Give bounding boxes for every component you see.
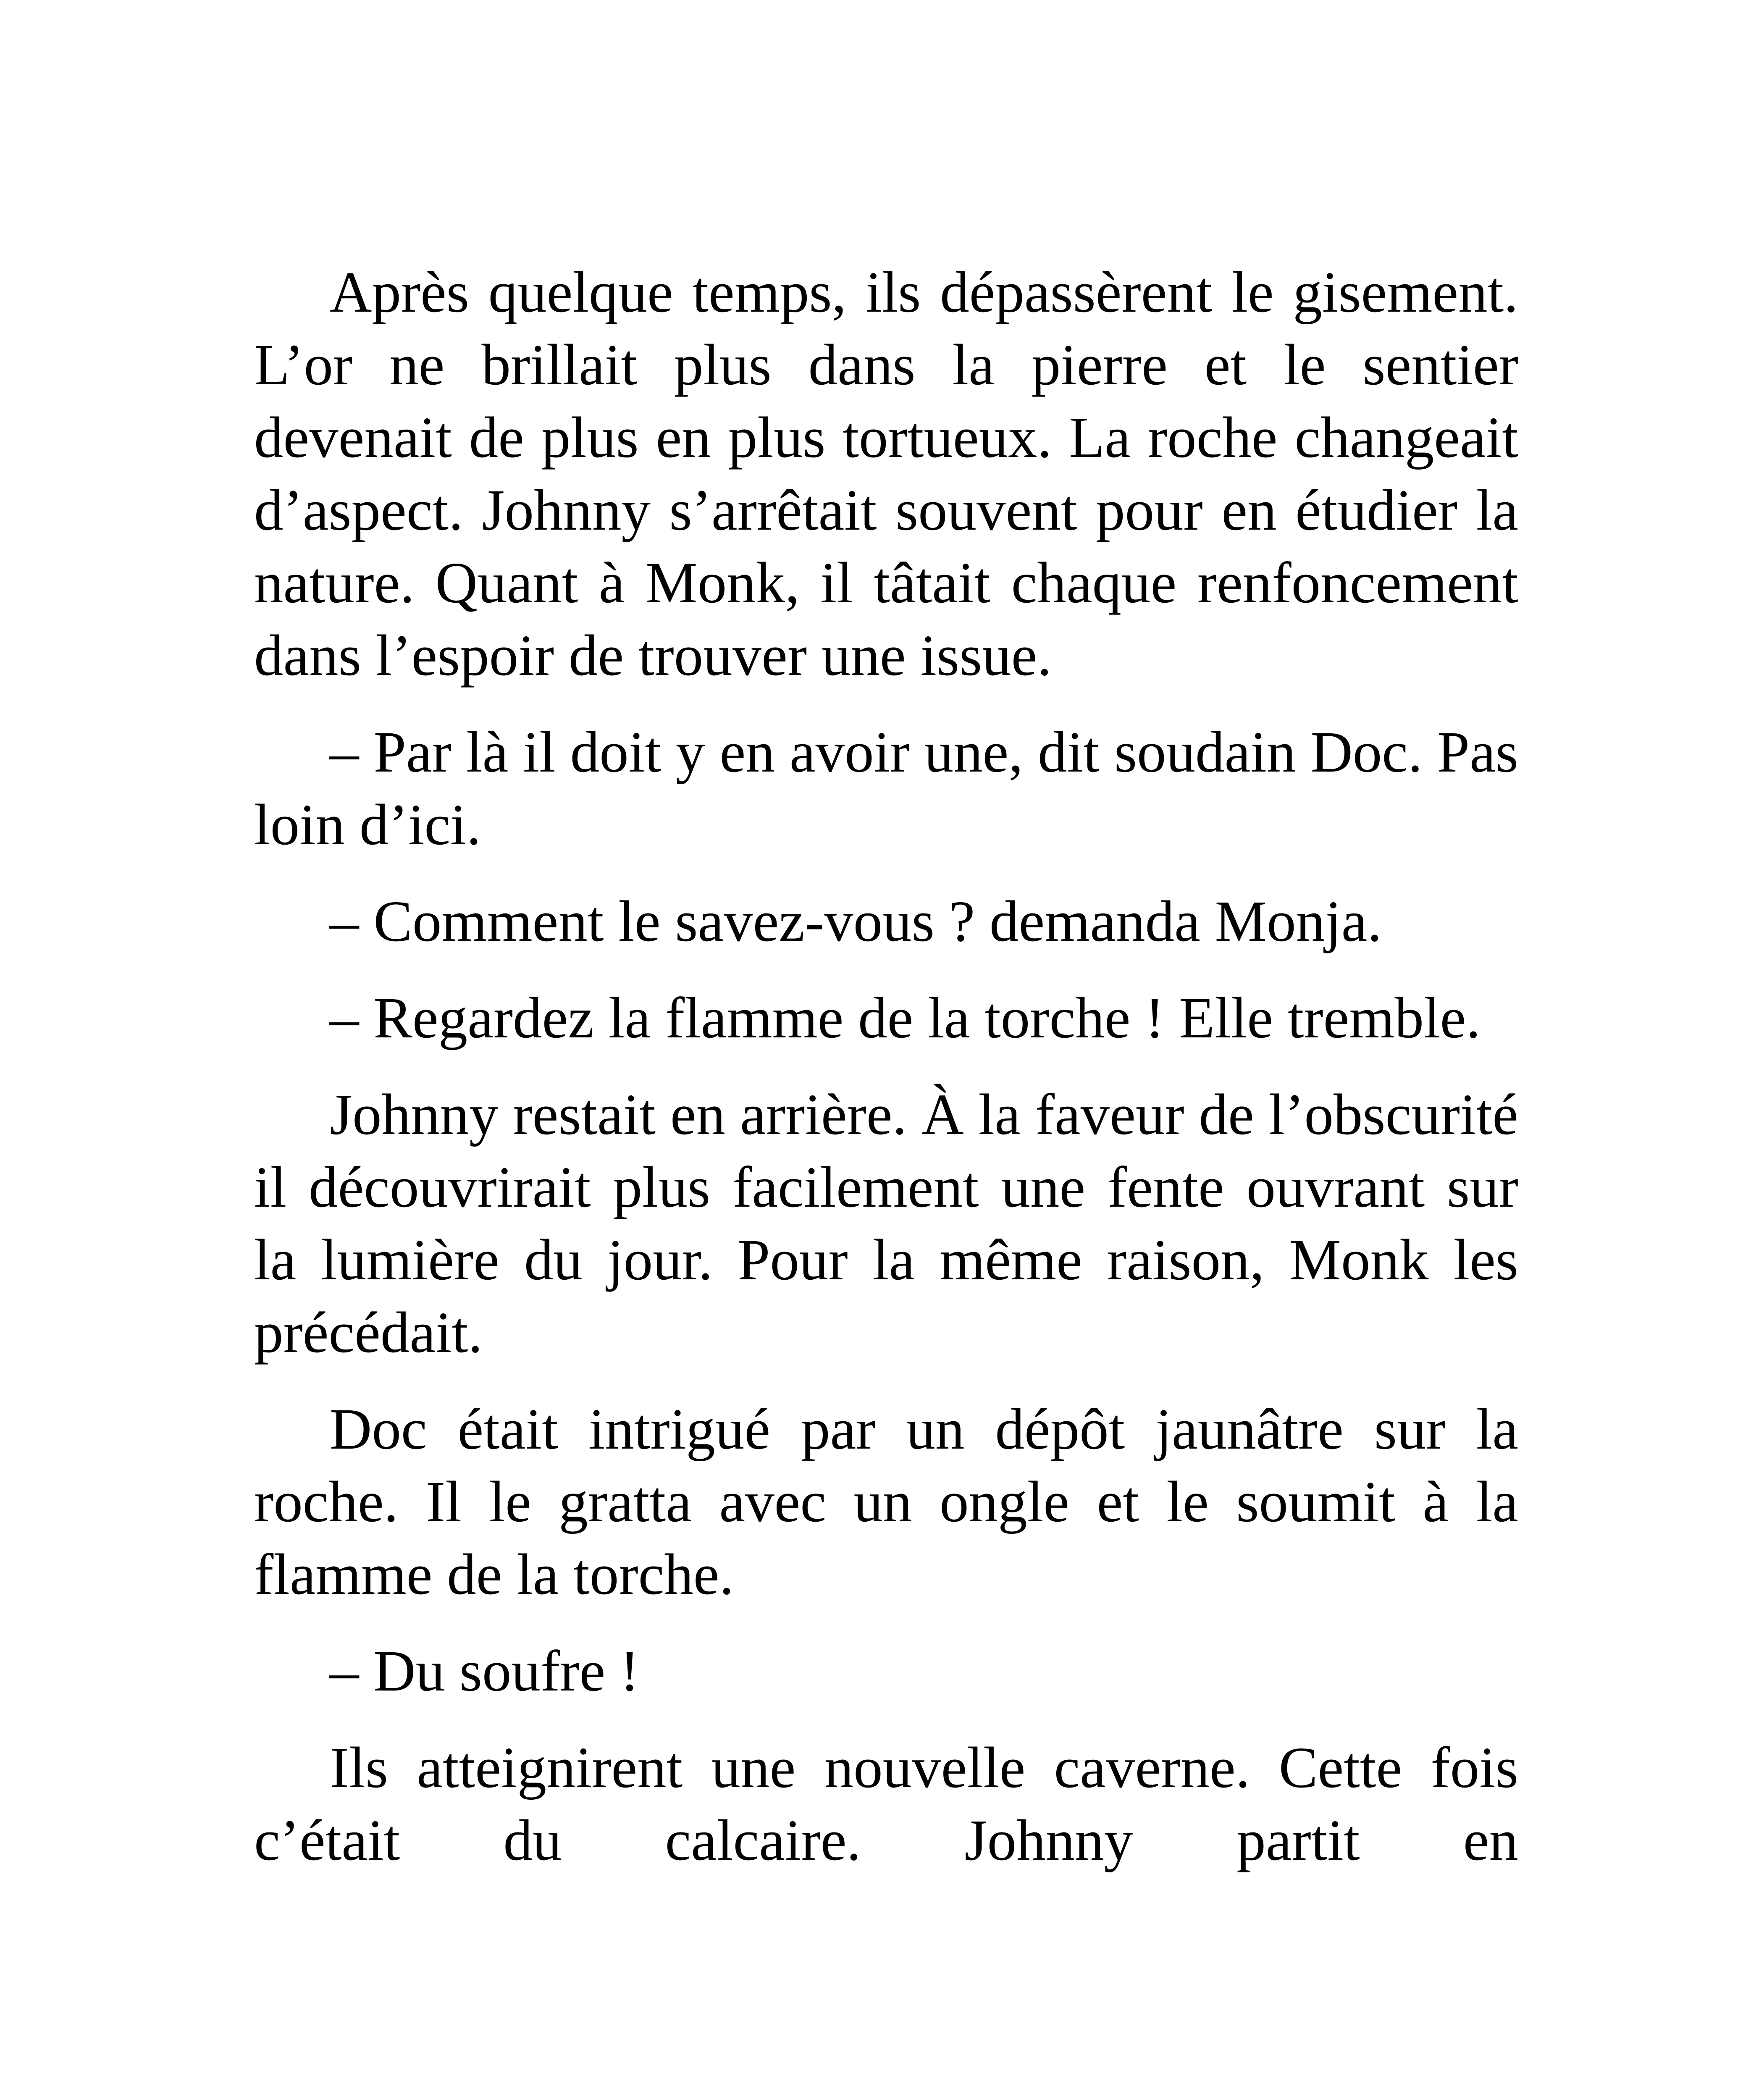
paragraph: Johnny restait en arrière. À la faveur de l’obscurité il découvrirait plus facilement une fente ouvrant sur la lumière du jour. Pour la même raison, Monk les précédait. bbox=[254, 1082, 1518, 1365]
paragraph: Après quelque temps, ils dépassèrent le gisement. L’or ne brillait plus dans la pierre et le sentier devenait de plus en plus tortueux. La roche changeait d’aspect. Johnny s’arrêtait souvent pour en étudier la nature. Quant à Monk, il tâtait chaque renfoncement dans l’espoir de trouver une issue. bbox=[254, 260, 1518, 688]
paragraph: – Regardez la flamme de la torche ! Elle tremble. bbox=[330, 986, 1481, 1050]
paragraph: Doc était intrigué par un dépôt jaunâtre sur la roche. Il le gratta avec un ongle et le soumit à la flamme de la torche. bbox=[254, 1397, 1518, 1607]
body-text bbox=[254, 256, 1518, 1877]
paragraph: – Comment le savez-vous ? demanda Monja. bbox=[330, 889, 1382, 954]
paragraph: Ils atteignirent une nouvelle caverne. Cette fois c’était du calcaire. Johnny partit en bbox=[254, 1735, 1518, 1873]
paragraph: – Du soufre ! bbox=[330, 1639, 640, 1704]
paragraph: – Par là il doit y en avoir une, dit soudain Doc. Pas loin d’ici. bbox=[254, 720, 1518, 857]
